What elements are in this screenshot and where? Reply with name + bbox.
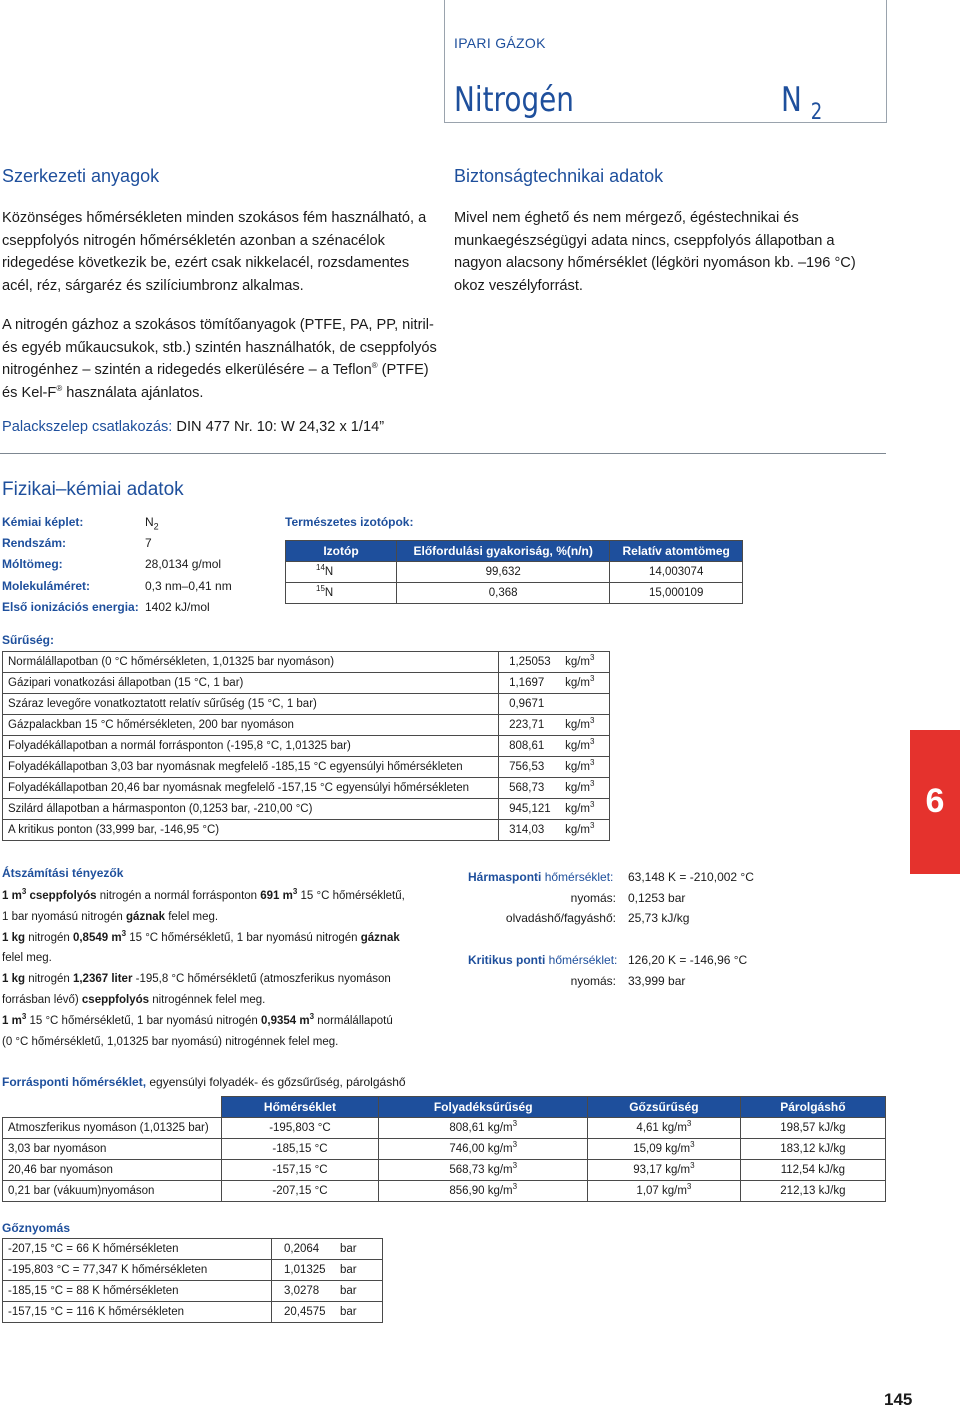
table-row <box>3 1281 383 1302</box>
density-desc: Folyadékállapotban a normál forrásponton (-195,8 °C, 1,01325 bar) <box>3 736 499 757</box>
safety-title: Biztonságtechnikai adatok <box>454 166 664 186</box>
boiling-liquid-density: 856,90 $kg/m^3$ <box>379 1181 588 1202</box>
isotopes-title: Természetes izotópok: <box>285 515 414 529</box>
isotopes-table <box>285 540 743 604</box>
boiling-header: Gőzsűrűség <box>588 1097 741 1118</box>
table-row <box>3 715 610 736</box>
boiling-vapor-density: 93,17 $kg/m^3$ <box>588 1160 741 1181</box>
boiling-temp: -195,803 °C <box>221 1118 379 1139</box>
vapor-condition: -185,15 °C = 88 K hőmérsékleten <box>3 1281 272 1302</box>
boiling-condition: Atmoszferikus nyomáson (1,01325 bar) <box>3 1118 222 1139</box>
density-desc: A kritikus ponton (33,999 bar, -146,95 °C) <box>3 820 499 841</box>
isotopes-header: Izotóp <box>286 541 397 562</box>
density-desc: Száraz levegőre vonatkoztatott relatív sűrűség (15 °C, 1 bar) <box>3 694 499 715</box>
isotopes-header: Előfordulási gyakoriság, %(n/n) <box>397 541 610 562</box>
physchem-label: Első ionizációs energia: <box>2 599 139 614</box>
vapor-condition: -207,15 °C = 66 K hőmérsékleten <box>3 1239 272 1260</box>
triple-point-title: Hármasponti hőmérséklet: <box>468 870 614 884</box>
structural-para-1: Közönséges hőmérsékleten minden szokásos fém használható, a cseppfolyós nitrogén hőmérsékletén azonban a szénacélok ridegedése következik be, ezért csak nikkelacél, rozsdamentes acél, réz, sárgaréz és szilíciumbronz alkalmas. <box>2 210 427 294</box>
page-title: Nitrogén <box>454 80 574 120</box>
valve-connection: Palackszelep csatlakozás: DIN 477 Nr. 10: W 24,32 x 1/14” <box>2 419 385 435</box>
boiling-title: Forrásponti hőmérséklet, egyensúlyi folyadék- és gőzsűrűség, párolgáshő <box>2 1075 406 1089</box>
table-row <box>3 820 610 841</box>
density-value: 568,73 $kg/m^3$ <box>499 778 610 799</box>
boiling-header: Folyadéksűrűség <box>379 1097 588 1118</box>
physchem-label: Móltömeg: <box>2 557 63 572</box>
table-row <box>3 1239 383 1260</box>
isotope-abundance: 99,632 <box>397 562 610 583</box>
physchem-label: Molekuláméret: <box>2 578 91 593</box>
isotope-atomic-mass: 15,000109 <box>610 583 743 604</box>
table-row <box>286 583 743 604</box>
table-row <box>3 736 610 757</box>
vapor-condition: -195,803 °C = 77,347 K hőmérsékleten <box>3 1260 272 1281</box>
density-value: 1,25053 $kg/m^3$ <box>499 652 610 673</box>
boiling-liquid-density: 568,73 $kg/m^3$ <box>379 1160 588 1181</box>
boiling-temp: -157,15 °C <box>221 1160 379 1181</box>
density-title: Sűrűség: <box>2 633 55 647</box>
boiling-header: Hőmérséklet <box>221 1097 379 1118</box>
density-desc: Gázipari vonatkozási állapotban (15 °C, 1 bar) <box>3 673 499 694</box>
vapor-title: Gőznyomás <box>2 1221 71 1235</box>
table-row <box>3 694 610 715</box>
boiling-header-empty <box>3 1097 222 1118</box>
isotope-atomic-mass: 14,003074 <box>610 562 743 583</box>
table-row <box>3 1181 886 1202</box>
boiling-liquid-density: 808,61 $kg/m^3$ <box>379 1118 588 1139</box>
isotope-abundance: 0,368 <box>397 583 610 604</box>
table-row <box>3 1160 886 1181</box>
density-value: 1,1697 $kg/m^3$ <box>499 673 610 694</box>
vapor-value: 1,01325 bar <box>272 1260 383 1281</box>
boiling-temp: -185,15 °C <box>221 1139 379 1160</box>
physchem-label: Kémiai képlet: <box>2 515 84 529</box>
critical-point-title: Kritikus ponti hőmérséklet: <box>468 953 618 967</box>
physchem-value: 1402 kJ/mol <box>145 599 210 614</box>
table-row <box>3 757 610 778</box>
density-value: 756,53 $kg/m^3$ <box>499 757 610 778</box>
boiling-heat: 212,13 kJ/kg <box>740 1181 885 1202</box>
isotope-symbol: $^{14}$N <box>286 562 397 583</box>
triple-pressure: 0,1253 bar <box>628 891 686 905</box>
boiling-liquid-density: 746,00 $kg/m^3$ <box>379 1139 588 1160</box>
vapor-condition: -157,15 °C = 116 K hőmérsékleten <box>3 1302 272 1323</box>
boiling-table <box>2 1096 886 1202</box>
boiling-heat: 183,12 kJ/kg <box>740 1139 885 1160</box>
physchem-value: $N_2$ <box>145 515 159 532</box>
page-number: 145 <box>884 1390 913 1409</box>
vapor-value: 20,4575 bar <box>272 1302 383 1323</box>
physchem-label: Rendszám: <box>2 536 67 551</box>
density-desc: Normálállapotban (0 °C hőmérsékleten, 1,01325 bar nyomáson) <box>3 652 499 673</box>
structural-title: Szerkezeti anyagok <box>2 166 160 186</box>
boiling-vapor-density: 4,61 $kg/m^3$ <box>588 1118 741 1139</box>
triple-point-temp: 63,148 K = -210,002 °C <box>628 870 754 884</box>
table-row <box>286 562 743 583</box>
triple-melt-label: olvadáshő/fagyáshő: <box>505 911 616 925</box>
vapor-value: 0,2064 bar <box>272 1239 383 1260</box>
boiling-heat: 112,54 kJ/kg <box>740 1160 885 1181</box>
safety-text: Mivel nem éghető és nem mérgező, égéstechnikai és munkaegészségügyi adata nincs, cseppfolyós állapotban a nagyon alacsony hőmérséklet (légköri nyomáson kb. –196 °C) okoz veszélyforrást. <box>454 210 856 294</box>
density-desc: Gázpalackban 15 °C hőmérsékleten, 200 bar nyomáson <box>3 715 499 736</box>
physchem-value: 7 <box>145 536 152 551</box>
density-desc: Folyadékállapotban 20,46 bar nyomásnak megfelelő -157,15 °C egyensúlyi hőmérsékleten <box>3 778 499 799</box>
vapor-value: 3,0278 bar <box>272 1281 383 1302</box>
density-table <box>2 651 610 841</box>
density-value: 808,61 $kg/m^3$ <box>499 736 610 757</box>
table-row <box>3 778 610 799</box>
density-value: 223,71 $kg/m^3$ <box>499 715 610 736</box>
isotope-symbol: $^{15}$N <box>286 583 397 604</box>
table-row <box>3 1302 383 1323</box>
table-row <box>3 799 610 820</box>
isotopes-header: Relatív atomtömeg <box>610 541 743 562</box>
physchem-value: 28,0134 g/mol <box>145 557 222 572</box>
physchem-value: 0,3 nm–0,41 nm <box>145 578 232 593</box>
conversion-title: Átszámítási tényezők <box>2 866 124 880</box>
chapter-tab: 6 <box>910 730 960 874</box>
table-row <box>3 1260 383 1281</box>
physchem-title: Fizikai–kémiai adatok <box>2 479 184 500</box>
section-divider <box>0 453 886 454</box>
table-row <box>3 673 610 694</box>
boiling-condition: 0,21 bar (vákuum)nyomáson <box>3 1181 222 1202</box>
boiling-condition: 3,03 bar nyomáson <box>3 1139 222 1160</box>
table-row <box>3 652 610 673</box>
critical-temp: 126,20 K = -146,96 °C <box>628 953 748 967</box>
density-desc: Folyadékállapotban 3,03 bar nyomásnak megfelelő -185,15 °C egyensúlyi hőmérsékleten <box>3 757 499 778</box>
boiling-vapor-density: 15,09 $kg/m^3$ <box>588 1139 741 1160</box>
density-value: 314,03 $kg/m^3$ <box>499 820 610 841</box>
conversion-text: 1 $m^3$ cseppfolyós nitrogén a normál forrásponton 691 $m^3$ 15 °C hőmérsékletű, 1 bar nyomású nitrogén gáznak felel meg. 1 kg nitrogén 0,8549 $m^3$ 15 °C hőmérsékletű, 1 bar nyomású nitrogén gáznak felel meg. 1 kg nitrogén 1,2367 liter -195,8 °C hőmérsékletű (atmoszferikus nyomáson forrásban lévő) cseppfolyós nitrogénnek felel meg. 1 $m^3$ 15 °C hőmérsékletű, 1 bar nyomású nitrogén 0,9354 $m^3$ normálállapotú (0 °C hőmérsékletű, 1,01325 bar nyomású) nitrogénnek felel meg. <box>2 887 405 1048</box>
triple-melt: 25,73 kJ/kg <box>628 911 690 925</box>
triple-pressure-label: nyomás: <box>570 891 616 905</box>
header-formula: N $_2$ <box>781 80 823 125</box>
boiling-condition: 20,46 bar nyomáson <box>3 1160 222 1181</box>
table-row <box>3 1139 886 1160</box>
critical-pressure-label: nyomás: <box>570 974 616 988</box>
vapor-table <box>2 1238 383 1323</box>
boiling-vapor-density: 1,07 $kg/m^3$ <box>588 1181 741 1202</box>
boiling-heat: 198,57 kJ/kg <box>740 1118 885 1139</box>
density-value: 945,121 $kg/m^3$ <box>499 799 610 820</box>
density-desc: Szilárd állapotban a hármasponton (0,1253 bar, -210,00 °C) <box>3 799 499 820</box>
category-label: IPARI GÁZOK <box>454 35 546 51</box>
boiling-temp: -207,15 °C <box>221 1181 379 1202</box>
structural-para-2: A nitrogén gázhoz a szokásos tömítőanyagok (PTFE, PA, PP, nitril- és egyéb műkaucsukok, stb.) szintén használhatók, de cseppfolyós nitrogénhez – szintén a ridegedés elkerülésére – a Teflon® (PTFE) és Kel-F® használata ajánlatos. <box>2 317 437 401</box>
boiling-header: Párolgáshő <box>740 1097 885 1118</box>
density-value: 0,9671 <box>499 694 610 715</box>
critical-pressure: 33,999 bar <box>628 974 686 988</box>
table-row <box>3 1118 886 1139</box>
